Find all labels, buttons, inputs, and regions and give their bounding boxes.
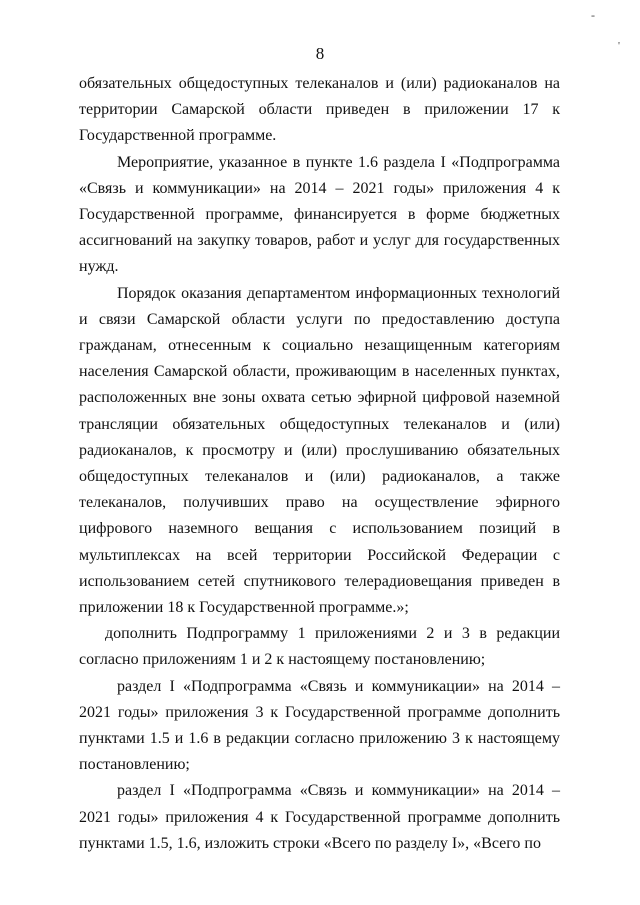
document-body — [79, 71, 560, 857]
paragraph-amendment-section-1: раздел I «Подпрограмма «Связь и коммуникации» на 2014 – 2021 годы» приложения 3 к Государственной программе дополнить пунктами 1.5 и 1.6 в редакции согласно приложению 3 к настоящему постановлению; — [79, 677, 560, 774]
paragraph-continuation: обязательных общедоступных телеканалов и (или) радиоканалов на территории Самарской области приведен в приложении 17 к Государственной программе. — [79, 75, 560, 145]
paragraph-amendment-section-1-appendix-4: раздел I «Подпрограмма «Связь и коммуникации» на 2014 – 2021 годы» приложения 4 к Государственной программе дополнить пунктами 1.5, 1.6, изложить строки «Всего по разделу I», «Всего по — [79, 782, 560, 852]
paragraph-amendment-appendices: дополнить Подпрограмму 1 приложениями 2 и 3 в редакции согласно приложениям 1 и 2 к настоящему постановлению; — [79, 625, 560, 669]
scan-mark: ' — [618, 40, 620, 52]
paragraph-funding: Мероприятие, указанное в пункте 1.6 раздела I «Подпрограмма «Связь и коммуникации» на 2014 – 2021 годы» приложения 4 к Государственной программе, финансируется в форме бюджетных ассигнований на закупку товаров, работ и услуг для государственных нужд. — [79, 153, 560, 276]
scan-mark: - — [591, 8, 595, 22]
paragraph-procedure: Порядок оказания департаментом информационных технологий и связи Самарской области услуги по предоставлению доступа гражданам, отнесенным к социально незащищенным категориям населения Самарской области, проживающим в населенных пунктах, расположенных вне зоны охвата сетью эфирной цифровой наземной трансляции обязательных общедоступных телеканалов и (или) радиоканалов, к просмотру и (или) прослушиванию обязательных общедоступных телеканалов и (или) радиоканалов, а также телеканалов, получивших право на осуществление эфирного цифрового наземного вещания с использованием позиций в мультиплексах на всей территории Российской Федерации с использованием сетей спутникового телерадиовещания приведен в приложении 18 к Государственной программе.»; — [79, 284, 560, 617]
page-number: 8 — [315, 44, 325, 63]
